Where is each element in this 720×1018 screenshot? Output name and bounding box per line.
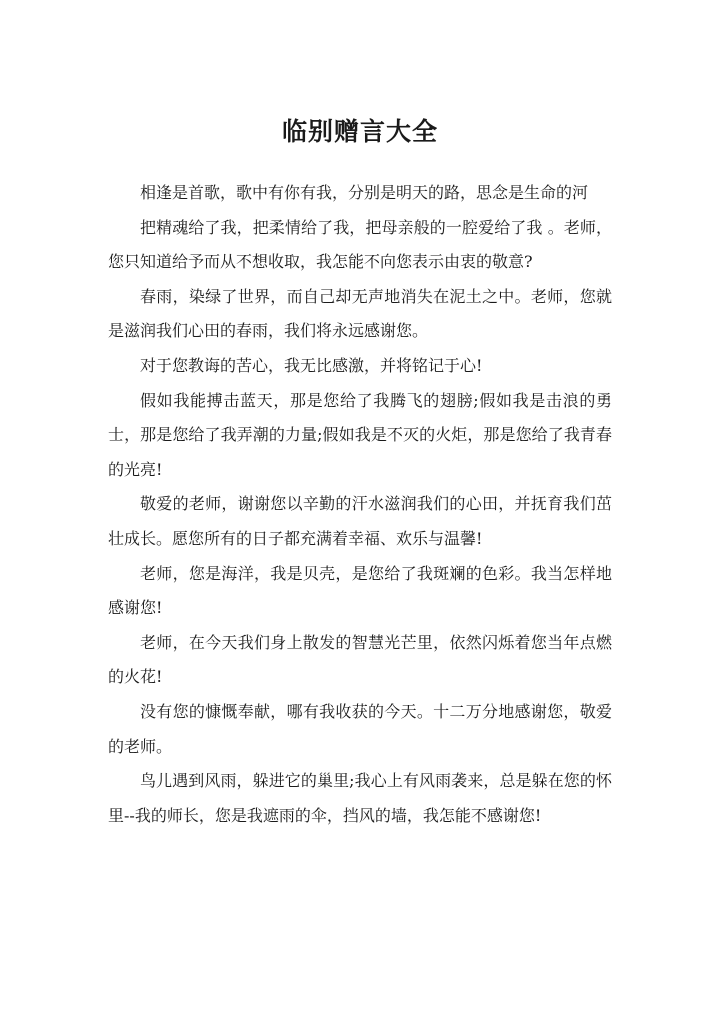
paragraph: 把精魂给了我，把柔情给了我，把母亲般的一腔爱给了我 。老师，您只知道给予而从不想收取，我怎能不向您表示由衷的敬意? — [108, 217, 612, 272]
document-title: 临别赠言大全 — [281, 117, 438, 146]
paragraph: 敬爱的老师，谢谢您以辛勤的汗水滋润我们的心田，并抚育我们茁壮成长。愿您所有的日子都充满着幸福、欢乐与温馨! — [108, 494, 612, 548]
paragraph: 假如我能搏击蓝天，那是您给了我腾飞的翅膀;假如我是击浪的勇士，那是您给了我弄潮的力量;假如我是不灭的火炬，那是您给了我青春的光亮! — [108, 390, 612, 479]
document-body — [108, 176, 612, 833]
paragraph: 没有您的慷慨奉献，哪有我收获的今天。十二万分地感谢您，敬爱的老师。 — [108, 701, 612, 756]
paragraph: 鸟儿遇到风雨，躲进它的巢里;我心上有风雨袭来，总是躲在您的怀里--我的师长，您是我遮雨的伞，挡风的墙，我怎能不感谢您! — [108, 771, 612, 825]
paragraph: 春雨，染绿了世界，而自己却无声地消失在泥土之中。老师，您就是滋润我们心田的春雨，我们将永远感谢您。 — [108, 286, 612, 341]
paragraph: 相逢是首歌，歌中有你有我，分别是明天的路，思念是生命的河 — [140, 183, 589, 202]
paragraph: 老师，您是海洋，我是贝壳，是您给了我斑斓的色彩。我当怎样地感谢您! — [108, 563, 612, 618]
paragraph: 老师，在今天我们身上散发的智慧光芒里，依然闪烁着您当年点燃的火花! — [108, 632, 612, 687]
paragraph: 对于您教诲的苦心，我无比感激，并将铭记于心! — [140, 355, 483, 375]
